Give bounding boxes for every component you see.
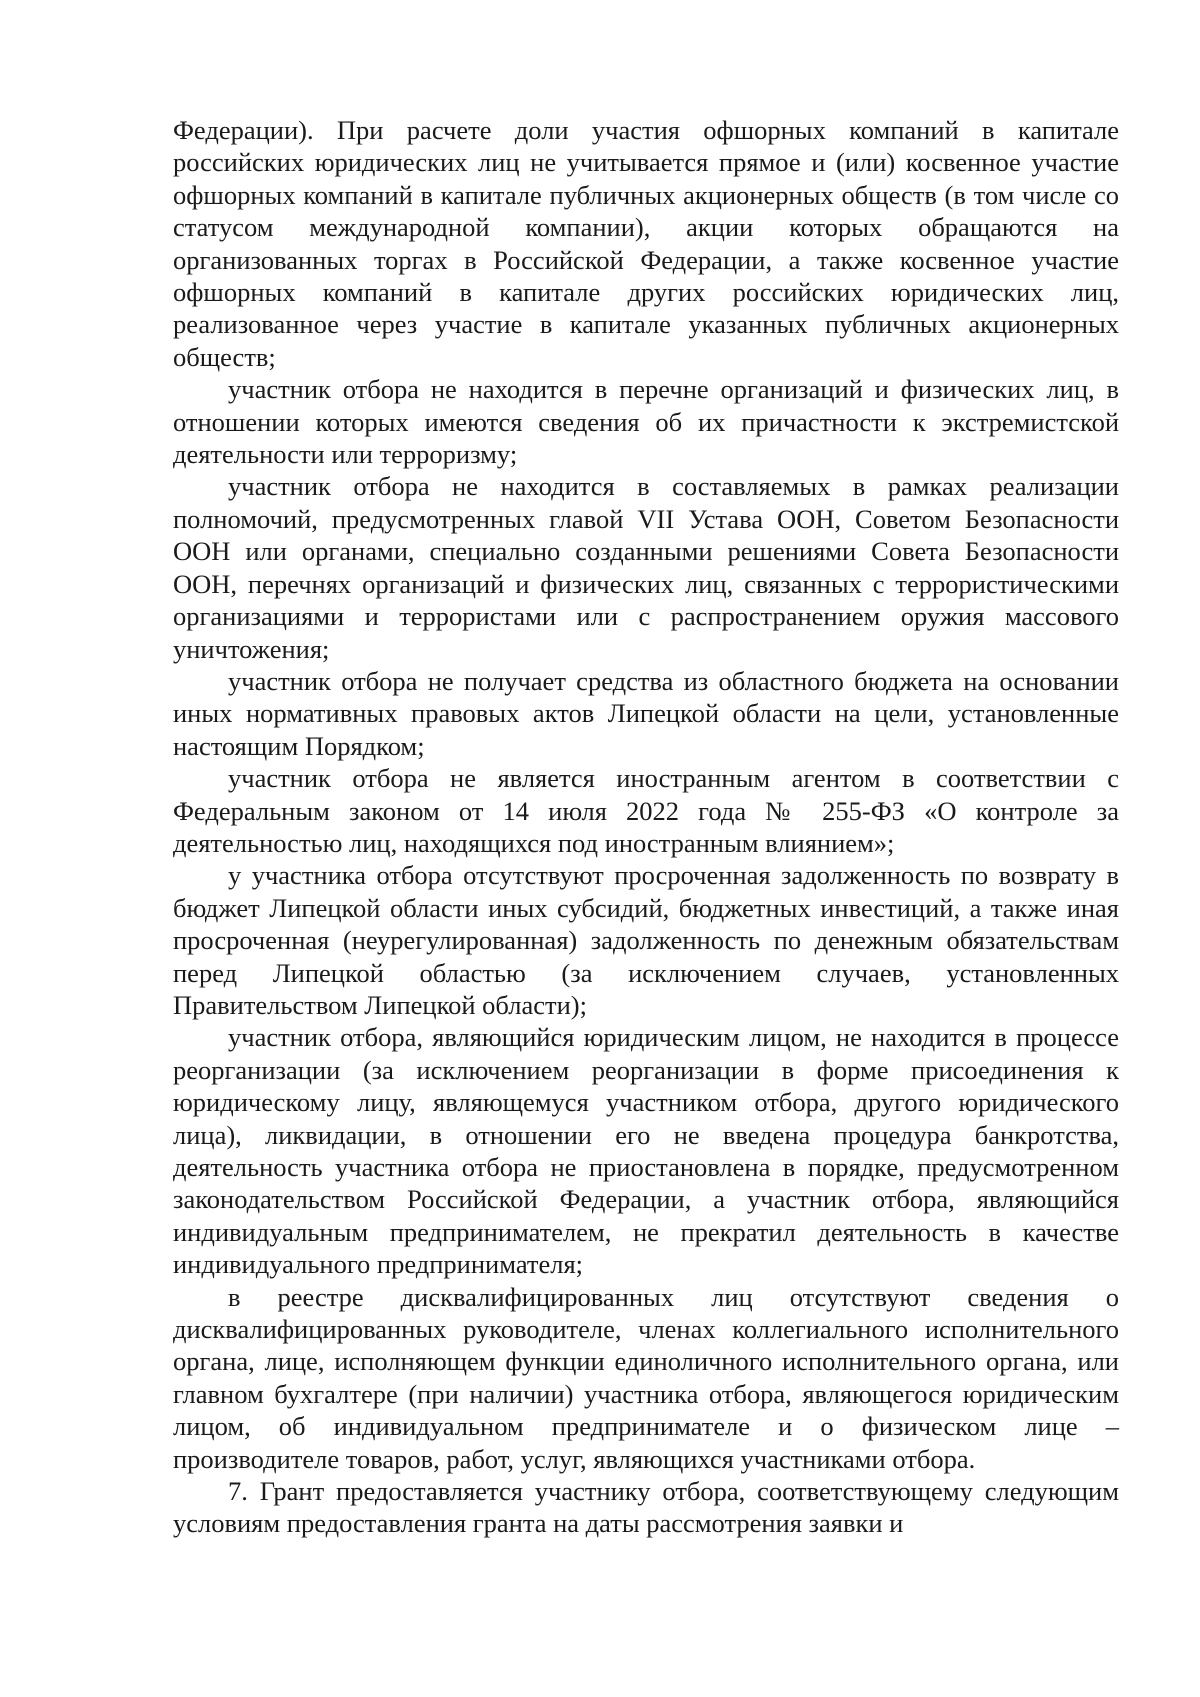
paragraph-reorganization-liquidation: участник отбора, являющийся юридическим лицом, не находится в процессе реорганизации (за исключением реорганизации в форме присоединения к юридическому лицу, являющемуся участником отбора, другого юридического лица), ликвидации, в отношении его не введена процедура банкротства, деятельность участника отбора не приостановлена в порядке, предусмотренном законодательством Российской Федерации, а участник отбора, являющийся индивидуальным предпринимателем, не прекратил деятельность в качестве индивидуального предпринимателя; bbox=[173, 1022, 1119, 1280]
paragraph-foreign-agent: участник отбора не является иностранным агентом в соответствии с Федеральным законом от 14 июля 2022 года № 255-ФЗ «О контроле за деятельностью лиц, находящихся под иностранным влиянием»; bbox=[173, 763, 1119, 858]
paragraph-overdue-debt: у участника отбора отсутствуют просроченная задолженность по возврату в бюджет Липецкой области иных субсидий, бюджетных инвестиций, а также иная просроченная (неурегулированная) задолженность по денежным обязательствам перед Липецкой областью (за исключением случаев, установленных Правительством Липецкой области); bbox=[173, 860, 1119, 1020]
paragraph-item-7-grant-conditions: 7. Грант предоставляется участнику отбора, соответствующему следующим условиям предоставления гранта на даты рассмотрения заявки и bbox=[173, 1476, 1119, 1539]
paragraph-un-security-council-lists: участник отбора не находится в составляемых в рамках реализации полномочий, предусмотренных главой VII Устава ООН, Советом Безопасности ООН или органами, специально созданными решениями Совета Безопасности ООН, перечнях организаций и физических лиц, связанных с террористическими организациями и террористами или с распространением оружия массового уничтожения; bbox=[173, 471, 1119, 664]
paragraph-regional-budget-funds: участник отбора не получает средства из областного бюджета на основании иных нормативных правовых актов Липецкой области на цели, установленные настоящим Порядком; bbox=[173, 665, 1119, 761]
document-body bbox=[173, 114, 1119, 1540]
paragraph-extremism-list: участник отбора не находится в перечне организаций и физических лиц, в отношении которых имеются сведения об их причастности к экстремистской деятельности или терроризму; bbox=[173, 374, 1119, 470]
paragraph-offshore-participation: Федерации). При расчете доли участия офшорных компаний в капитале российских юридических лиц не учитывается прямое и (или) косвенное участие офшорных компаний в капитале публичных акционерных обществ (в том числе со статусом международной компании), акции которых обращаются на организованных торгах в Российской Федерации, а также косвенное участие офшорных компаний в капитале других российских юридических лиц, реализованное через участие в капитале указанных публичных акционерных обществ; bbox=[173, 115, 1119, 372]
paragraph-disqualified-persons: в реестре дисквалифицированных лиц отсутствуют сведения о дисквалифицированных руководителе, членах коллегиального исполнительного органа, лице, исполняющем функции единоличного исполнительного органа, или главном бухгалтере (при наличии) участника отбора, являющегося юридическим лицом, об индивидуальном предпринимателе и о физическом лице – производителе товаров, работ, услуг, являющихся участниками отбора. bbox=[173, 1281, 1119, 1474]
